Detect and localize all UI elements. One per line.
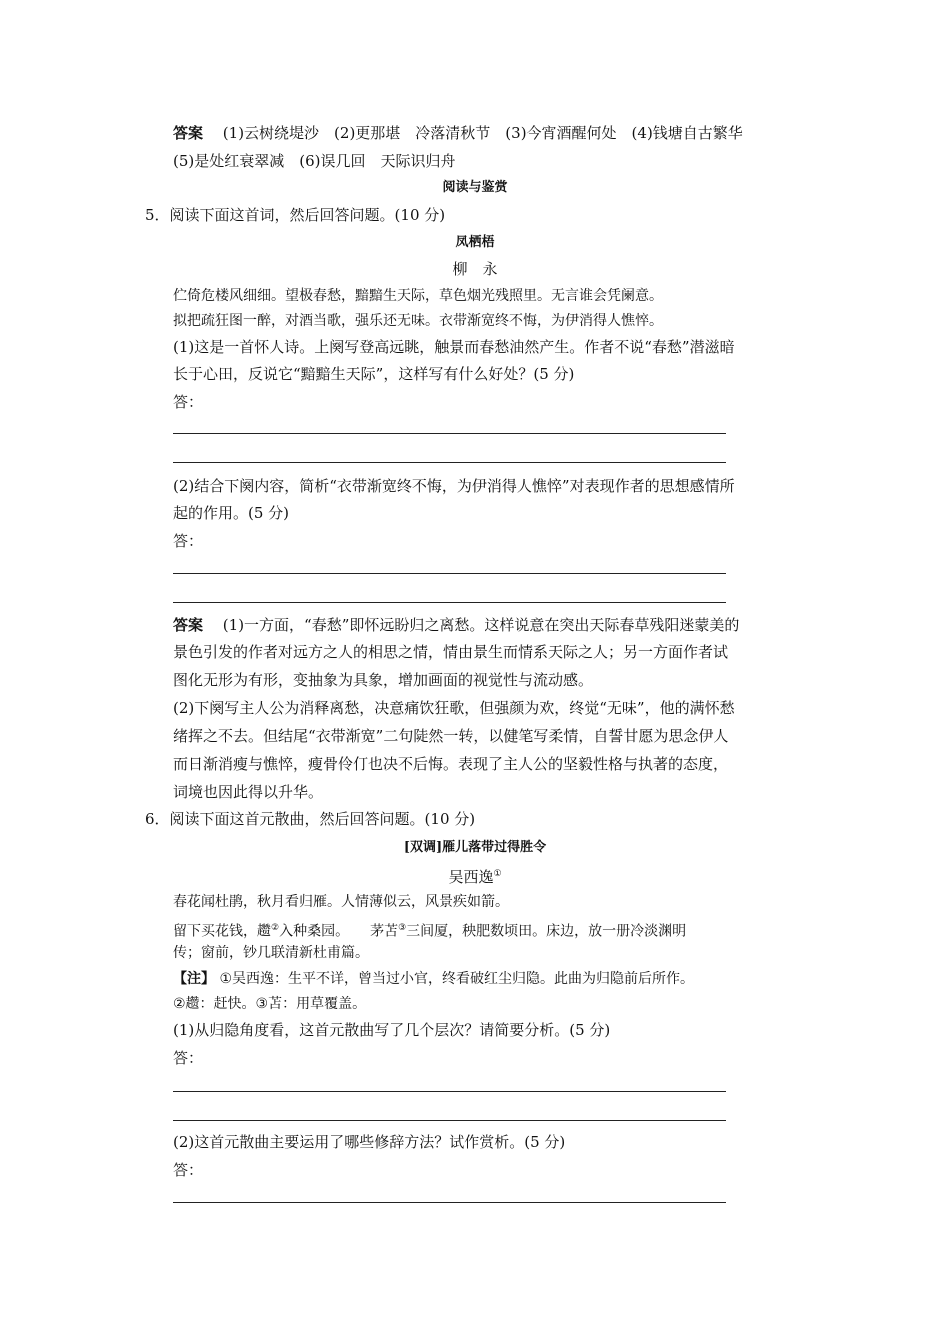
answer-label: 答案 [173, 616, 204, 634]
footnote-mark: ① [493, 869, 502, 879]
q5-sub1-line-1: (1)这是一首怀人诗。上阕写登高远眺，触景而春愁油然产生。作者不说“春愁”潜滋暗 [173, 338, 735, 356]
q6-sub2: (2)这首元散曲主要运用了哪些修辞方法？试作赏析。(5 分) [173, 1133, 566, 1151]
answer-rule [173, 573, 726, 574]
q6-note-line-2: ②趱：赶快。③苫：用草覆盖。 [173, 996, 367, 1012]
q6-poem-line-2-part: 留下买花钱，趱 [173, 923, 271, 940]
answer-label: 答案 [173, 124, 204, 142]
q6-poem-line-3: 传；窗前，钞几联清新杜甫篇。 [173, 945, 369, 961]
q6-poem-title: [双调]雁儿落带过得胜令 [403, 840, 547, 855]
answer-rule [173, 433, 726, 434]
q6-poem-line-2 [173, 918, 813, 942]
answer-rule [173, 1091, 726, 1092]
q5-poem-line-2: 拟把疏狂图一醉，对酒当歌，强乐还无味。衣带渐宽终不悔，为伊消得人憔悴。 [173, 313, 663, 329]
q5-sub1-line-2: 长于心田，反说它“黯黯生天际”，这样写有什么好处？(5 分) [173, 365, 575, 383]
q5-sub2-line-2: 起的作用。(5 分) [173, 504, 290, 522]
footnote-mark: ③ [398, 923, 407, 933]
q6-poem-line-1: 春花闻杜鹃，秋月看归雁。人情薄似云，风景疾如箭。 [173, 894, 509, 910]
q5-poem-author: 柳 永 [452, 260, 498, 278]
q5-answer-line-4: (2)下阕写主人公为消释离愁，决意痛饮狂歌，但强颜为欢，终觉“无味”，他的满怀愁 [173, 699, 735, 717]
q5-prompt: 5．阅读下面这首词，然后回答问题。(10 分) [145, 206, 446, 224]
q5-poem-title: 凤栖梧 [455, 235, 495, 250]
note-label: 【注】 [173, 971, 215, 987]
answer-rule [173, 602, 726, 603]
answer-rule [173, 1120, 726, 1121]
q5-answer-line-7: 词境也因此得以升华。 [173, 783, 324, 801]
answer-rule [173, 1202, 726, 1203]
note-text: ①吴西逸：生平不详，曾当过小官，终看破红尘归隐。此曲为归隐前后所作。 [219, 971, 695, 987]
q6-poem-line-2-part: 三间厦，秧肥数顷田。床边，放一册冷淡渊明 [406, 923, 687, 940]
q5-answer-line-2: 景色引发的作者对远方之人的相思之情，情由景生而情系天际之人；另一方面作者试 [173, 643, 729, 661]
answer-line-2: (5)是处红衰翠减 (6)误几回 天际识归舟 [173, 152, 456, 170]
q5-answer-line-1 [173, 615, 813, 635]
q5-sub2-answer-label: 答： [173, 532, 204, 550]
q6-prompt: 6．阅读下面这首元散曲，然后回答问题。(10 分) [145, 810, 476, 828]
footnote-mark: ② [271, 923, 280, 933]
q6-poem-author-line [0, 864, 950, 887]
answer-rule [173, 462, 726, 463]
q6-poem-line-2-part: 入种桑园。 茅苫 [279, 923, 399, 940]
q6-poem-author: 吴西逸 [448, 868, 494, 886]
answer-line-1 [173, 123, 813, 143]
q5-sub2-line-1: (2)结合下阕内容，简析“衣带渐宽终不悔，为伊消得人憔悴”对表现作者的思想感情所 [173, 477, 735, 495]
answer-text: (1)一方面，“春愁”即怀远盼归之离愁。这样说意在突出天际春草残阳迷蒙美的 [222, 616, 740, 634]
q5-sub1-answer-label: 答： [173, 393, 204, 411]
q6-sub1: (1)从归隐角度看，这首元散曲写了几个层次？请简要分析。(5 分) [173, 1021, 611, 1039]
q6-sub2-answer-label: 答： [173, 1161, 204, 1179]
q6-note-line-1 [173, 969, 813, 989]
q5-answer-line-6: 而日渐消瘦与憔悴，瘦骨伶仃也决不后悔。表现了主人公的坚毅性格与执著的态度， [173, 755, 729, 773]
answer-text: (1)云树绕堤沙 (2)更那堪 冷落清秋节 (3)今宵酒醒何处 (4)钱塘自古繁华 [222, 124, 743, 142]
q5-poem-line-1: 伫倚危楼风细细。望极春愁，黯黯生天际，草色烟光残照里。无言谁会凭阑意。 [173, 288, 663, 304]
section-title: 阅读与鉴赏 [442, 180, 508, 195]
q6-sub1-answer-label: 答： [173, 1049, 204, 1067]
q5-answer-line-5: 绪挥之不去。但结尾“衣带渐宽”二句陡然一转，以健笔写柔情，自誓甘愿为思念伊人 [173, 727, 729, 745]
q5-answer-line-3: 图化无形为有形，变抽象为具象，增加画面的视觉性与流动感。 [173, 671, 594, 689]
